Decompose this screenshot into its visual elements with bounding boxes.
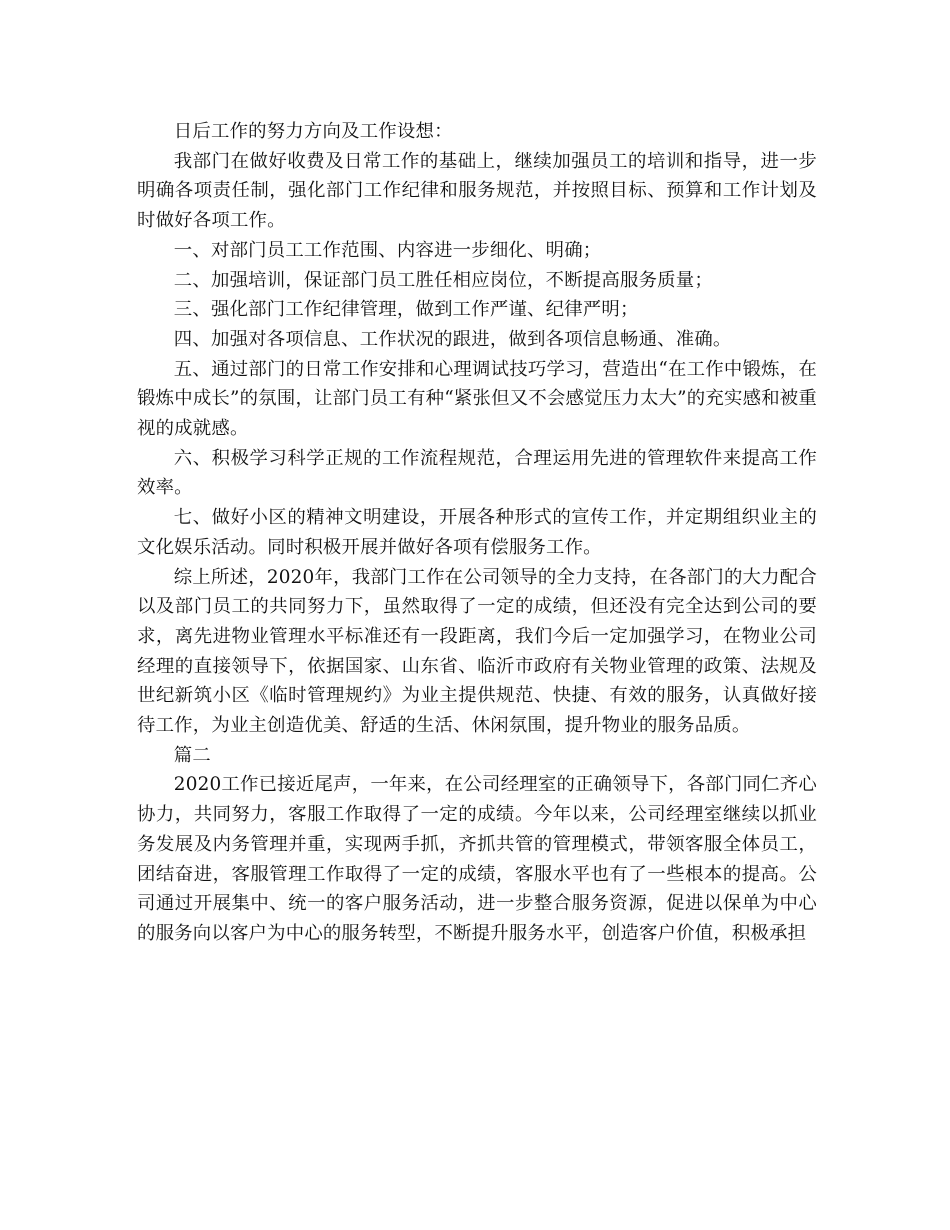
list-item: 五、通过部门的日常工作安排和心理调试技巧学习，营造出“在工作中锻炼，在锻炼中成长”的氛围，让部门员工有种“紧张但又不会感觉压力太大”的充实感和被重视的成就感。 (137, 358, 817, 440)
paragraph: 我部门在做好收费及日常工作的基础上，继续加强员工的培训和指导，进一步明确各项责任制，强化部门工作纪律和服务规范，并按照目标、预算和工作计划及时做好各项工作。 (137, 150, 817, 232)
document-body (137, 117, 817, 949)
paragraph: 2020工作已接近尾声，一年来，在公司经理室的正确领导下，各部门同仁齐心协力，共同努力，客服工作取得了一定的成绩。今年以来，公司经理室继续以抓业务发展及内务管理并重，实现两手抓，齐抓共管的管理模式，带领客服全体员工，团结奋进，客服管理工作取得了一定的成绩，客服水平也有了一些根本的提高。公司通过开展集中、统一的客户服务活动，进一步整合服务资源，促进以保单为中心的服务向以客户为中心的服务转型，不断提升服务水平，创造客户价值，积极承担 (137, 774, 817, 944)
paragraph: 综上所述，2020年，我部门工作在公司领导的全力支持，在各部门的大力配合以及部门员工的共同努力下，虽然取得了一定的成绩，但还没有完全达到公司的要求，离先进物业管理水平标准还有一段距离，我们今后一定加强学习，在物业公司经理的直接领导下，依据国家、山东省、临沂市政府有关物业管理的政策、法规及世纪新筑小区《临时管理规约》为业主提供规范、快捷、有效的服务，认真做好接待工作，为业主创造优美、舒适的生活、休闲氛围，提升物业的服务品质。 (137, 566, 817, 737)
list-item: 一、对部门员工工作范围、内容进一步细化、明确； (173, 239, 602, 261)
list-item: 七、做好小区的精神文明建设，开展各种形式的宣传工作，并定期组织业主的文化娱乐活动。同时积极开展并做好各项有偿服务工作。 (137, 507, 817, 558)
section-heading: 日后工作的努力方向及工作设想： (173, 121, 453, 142)
list-item: 四、加强对各项信息、工作状况的跟进，做到各项信息畅通、准确。 (173, 328, 732, 350)
list-item: 三、强化部门工作纪律管理，做到工作严谨、纪律严明； (173, 299, 639, 321)
list-item: 六、积极学习科学正规的工作流程规范，合理运用先进的管理软件来提高工作效率。 (137, 447, 817, 499)
section-heading: 篇二 (173, 744, 211, 766)
list-item: 二、加强培训，保证部门员工胜任相应岗位，不断提高服务质量； (173, 269, 713, 291)
